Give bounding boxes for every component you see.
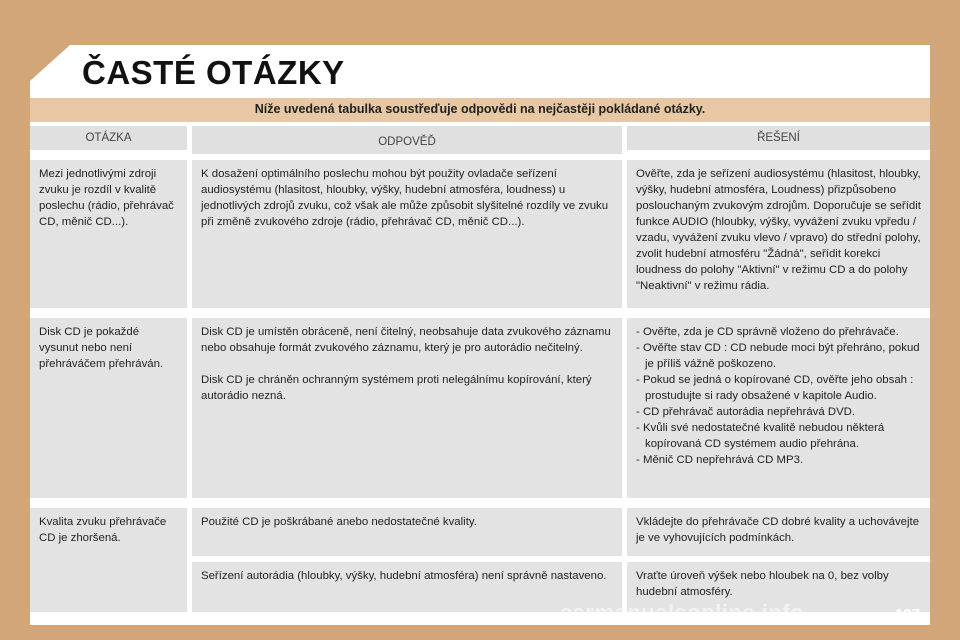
row3b-answer-text: Seřízení autorádia (hloubky, výšky, hudební atmosféra) není správně nastaveno.: [201, 570, 607, 582]
row3-question-text: Kvalita zvuku přehrávače CD je zhoršená.: [39, 516, 167, 544]
header-answer-label: ODPOVĚĎ: [378, 136, 436, 148]
row1-question: [30, 160, 187, 308]
row2-solution-item: - Ověřte stav CD : CD nebude moci být přehráno, pokud je příliš vážně poškozeno.: [636, 342, 920, 370]
row2-solution-item: - Měnič CD nepřehrává CD MP3.: [636, 454, 804, 466]
row2-solution-item: - Kvůli své nedostatečné kvalitě nebudou některá kopírovaná CD systémem audio přehrána.: [636, 422, 885, 450]
row3b-solution-text: Vraťte úroveň výšek nebo hloubek na 0, bez volby hudební atmosféry.: [636, 570, 889, 598]
header-question-label: OTÁZKA: [85, 132, 132, 144]
watermark: carmanualsonline.info: [560, 600, 804, 625]
row1-answer-text: K dosažení optimálního poslechu mohou být použity ovladače seřízení audiosystému (hlasitost, hloubky, výšky, hudební atmosféra, loudness) u jednotlivých zdrojů zvuku, což však ale může způsobit slyšitelné rozdíly ve zvuku při změně zvukového zdroje (rádio, přehrávač CD, měnič CD...).: [201, 168, 609, 228]
row2-solution-item: - Ověřte, zda je CD správně vloženo do přehrávače.: [636, 326, 899, 338]
header-answer: [192, 126, 622, 154]
row2-answer-text-1: Disk CD je umístěn obráceně, není čitelný, neobsahuje data zvukového záznamu nebo obsahuje formát zvukového záznamu, který je pro autorádio nečitelný.: [201, 326, 611, 354]
paragraph-gap: [201, 356, 613, 372]
row3a-solution-text: Vkládejte do přehrávače CD dobré kvality a uchovávejte je ve vyhovujících podmínkách.: [636, 516, 920, 544]
row1-question-text: Mezi jednotlivými zdroji zvuku je rozdíl v kvalitě poslechu (rádio, přehrávač CD, měnič CD...).: [39, 168, 174, 228]
row3a-answer: [192, 508, 622, 556]
row2-answer: [192, 318, 622, 498]
row3a-solution: [627, 508, 930, 556]
header-solution: [627, 126, 930, 150]
page-number: 197: [894, 606, 920, 623]
page-title: ČASTÉ OTÁZKY: [82, 54, 345, 91]
row2-solution: [627, 318, 930, 498]
row2-solution-item: - Pokud se jedná o kopírované CD, ověřte jeho obsah : prostudujte si rady obsažené v kapitole Audio.: [636, 374, 914, 402]
subtitle-bar: [30, 98, 930, 122]
row1-solution-text: Ověřte, zda je seřízení audiosystému (hlasitost, hloubky, výšky, hudební atmosféra, Loudness) přizpůsobeno poslouchaným zvukovým zdrojům. Doporučuje se seřídit funkce AUDIO (hloubky, výšky, vyvážení zvuku vpředu / vzadu, vyvážení zvuku vlevo / vpravo) do střední polohy, zvolit hudební atmosféru "Žádná", seřídit korekci loudness do polohy "Aktivní" v režimu CD a do polohy "Neaktivní" v režimu rádia.: [636, 168, 921, 292]
row2-question-text: Disk CD je pokaždé vysunut nebo není přehráváčem přehráván.: [39, 326, 164, 370]
subtitle-text: Níže uvedená tabulka soustřeďuje odpovědi na nejčastěji pokládané otázky.: [254, 102, 706, 116]
header-question: [30, 126, 187, 150]
row3b-answer: [192, 562, 622, 612]
row2-solution-item: - CD přehrávač autorádia nepřehrává DVD.: [636, 406, 856, 418]
row3-question: [30, 508, 187, 612]
row2-answer-text-2: Disk CD je chráněn ochranným systémem proti nelegálnímu kopírování, který autorádio nezná.: [201, 374, 592, 402]
row3a-answer-text: Použité CD je poškrábané anebo nedostatečné kvality.: [201, 516, 477, 528]
page-corner-cut: [30, 45, 70, 81]
row1-solution: [627, 160, 930, 308]
row2-question: [30, 318, 187, 498]
row1-answer: [192, 160, 622, 308]
header-solution-label: ŘEŠENÍ: [757, 132, 800, 144]
